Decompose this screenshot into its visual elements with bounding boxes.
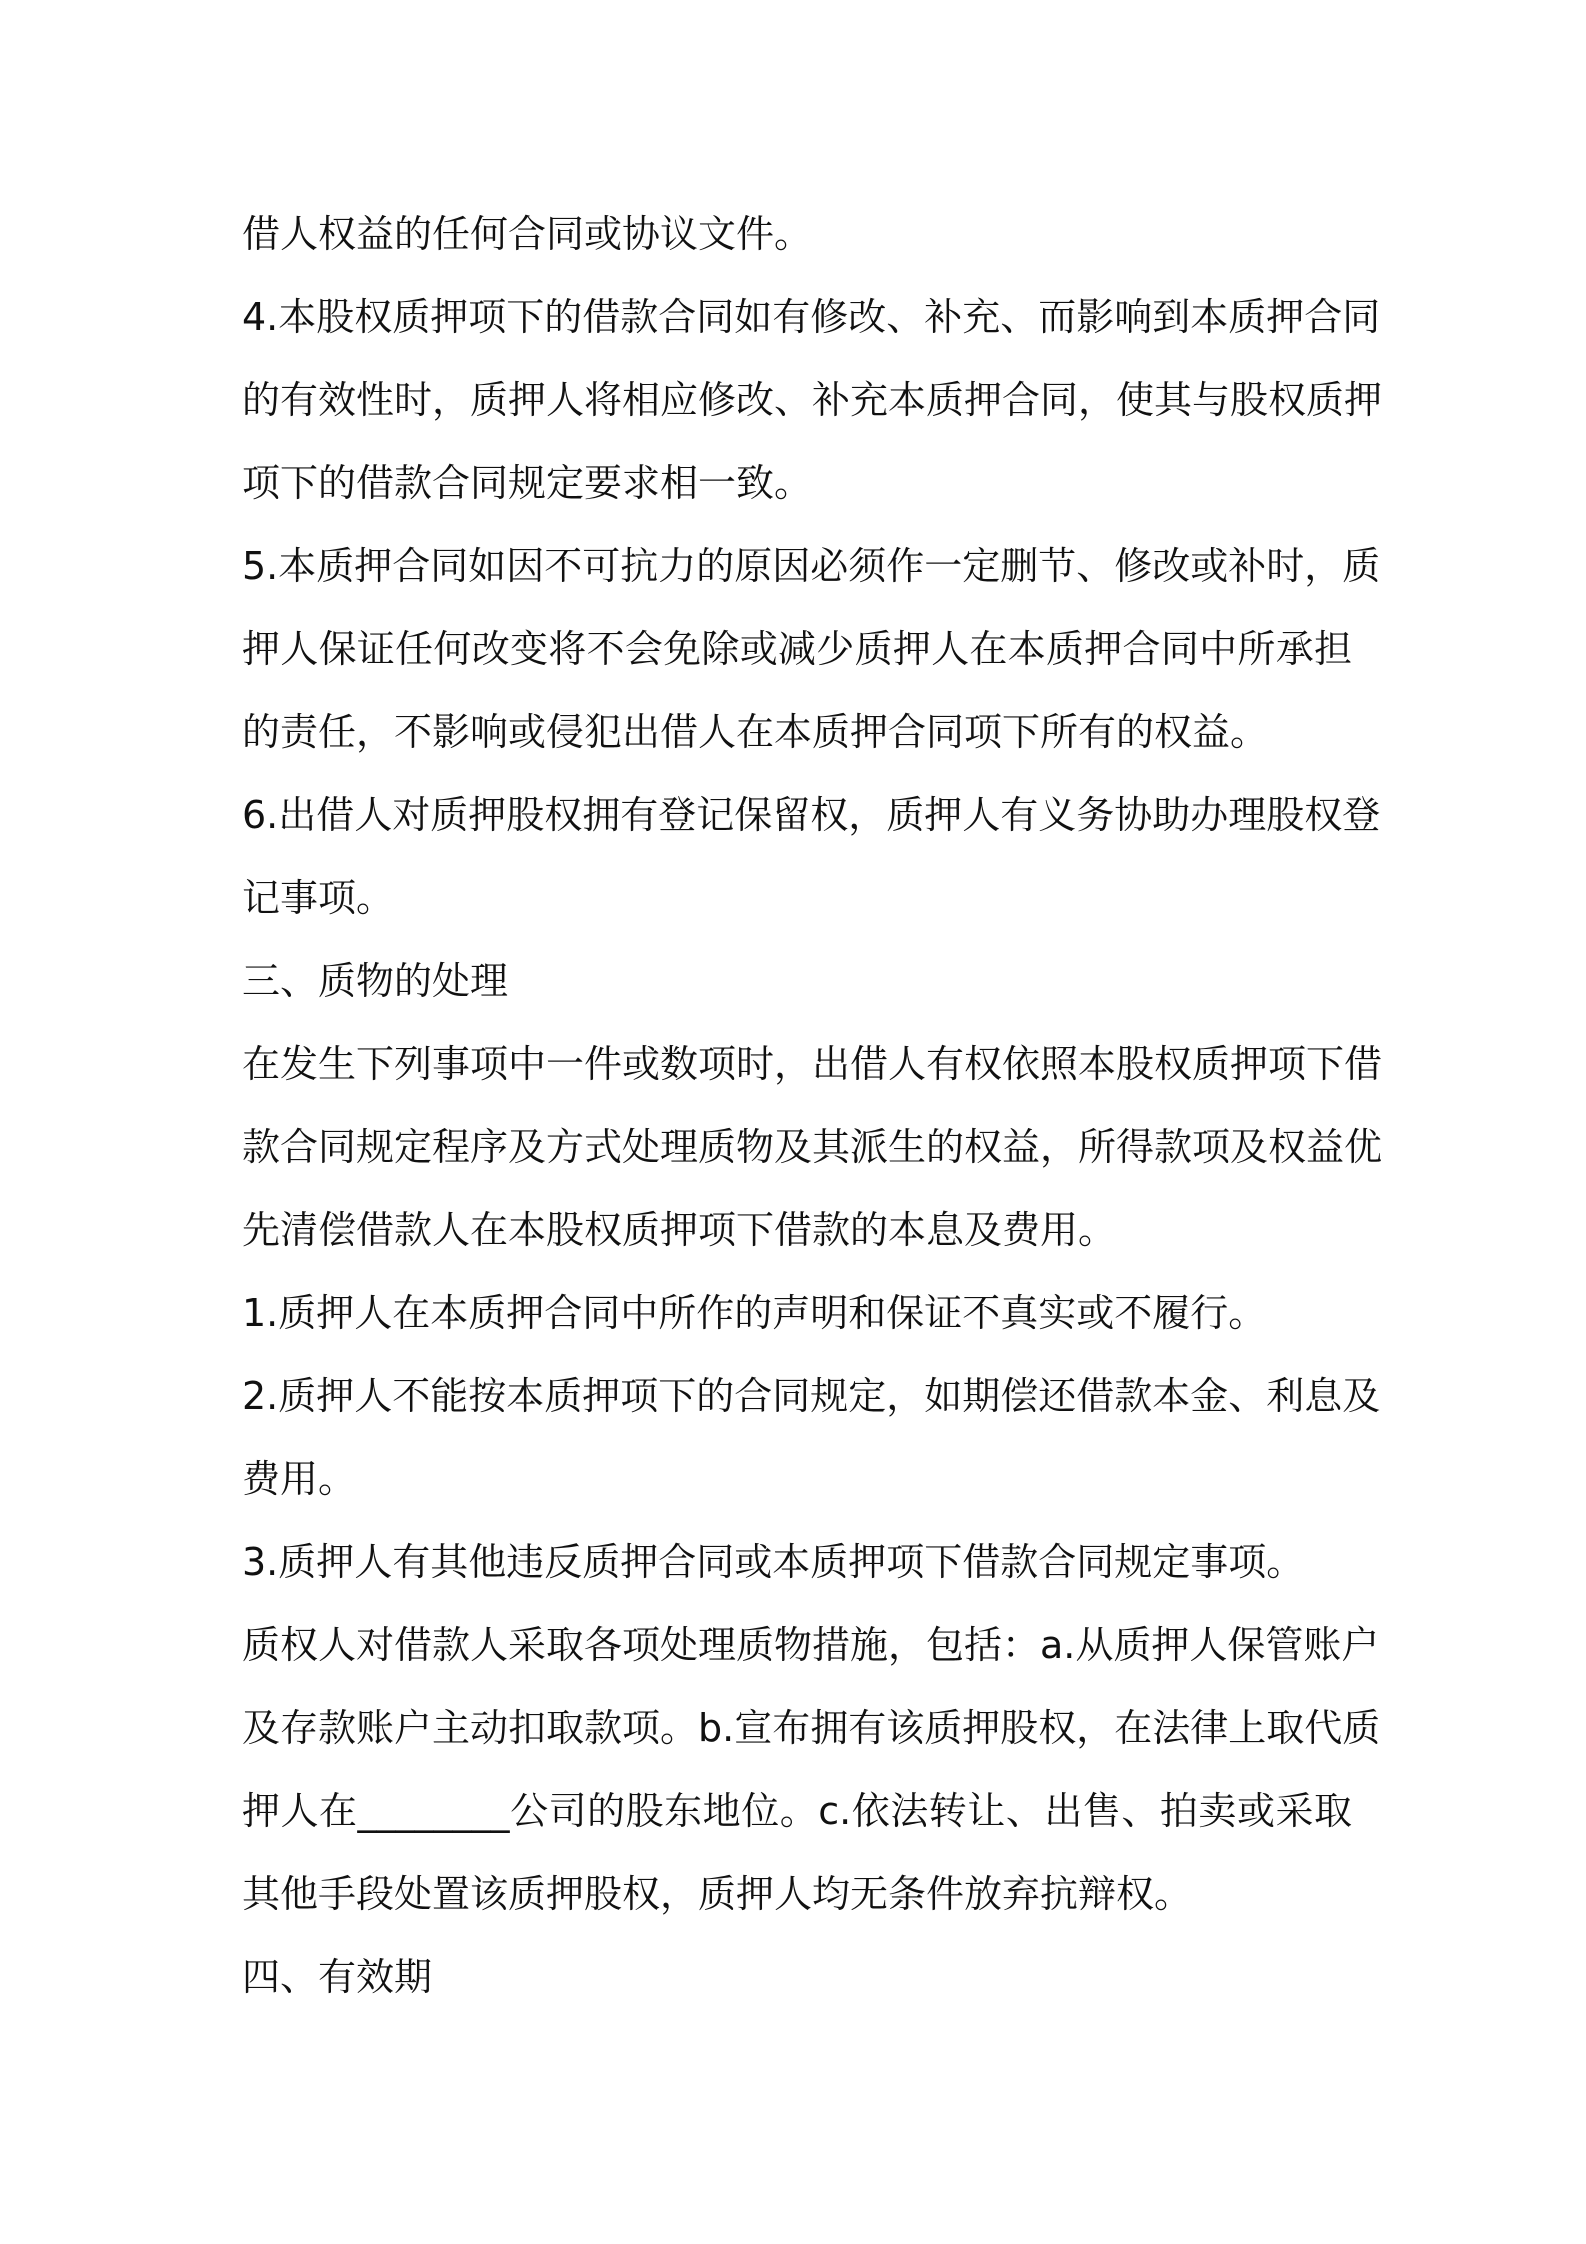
text-line: 的责任，不影响或侵犯出借人在本质押合同项下所有的权益。: [242, 710, 1269, 754]
text-line: 质权人对借款人采取各项处理质物措施，包括：a.从质押人保管账户: [242, 1623, 1380, 1667]
text-line: 及存款账户主动扣取款项。b.宣布拥有该质押股权，在法律上取代质: [242, 1706, 1381, 1750]
text-line: 款合同规定程序及方式处理质物及其派生的权益，所得款项及权益优: [242, 1125, 1383, 1169]
text-line: 借人权益的任何合同或协议文件。: [242, 212, 813, 256]
section-heading: 三、质物的处理: [242, 959, 509, 1003]
item-1-line: 1.质押人在本质押合同中所作的声明和保证不真实或不履行。: [242, 1291, 1267, 1335]
text-line: 押人在________公司的股东地位。c.依法转让、出售、拍卖或采取: [242, 1789, 1352, 1833]
text-line: 的有效性时，质押人将相应修改、补充本质押合同，使其与股权质押: [242, 378, 1383, 422]
text-line: 押人保证任何改变将不会免除或减少质押人在本质押合同中所承担: [242, 627, 1352, 671]
section-heading: 四、有效期: [242, 1955, 433, 1999]
clause-4-line: 4.本股权质押项下的借款合同如有修改、补充、而影响到本质押合同: [242, 295, 1381, 339]
text-line: 记事项。: [242, 876, 395, 920]
text-line: 项下的借款合同规定要求相一致。: [242, 461, 813, 505]
text-line: 其他手段处置该质押股权，质押人均无条件放弃抗辩权。: [242, 1872, 1193, 1916]
item-2-line: 2.质押人不能按本质押项下的合同规定，如期偿还借款本金、利息及: [242, 1374, 1381, 1418]
item-3-line: 3.质押人有其他违反质押合同或本质押项下借款合同规定事项。: [242, 1540, 1305, 1584]
document-body: [242, 193, 1383, 2019]
text-line: 费用。: [242, 1457, 357, 1501]
clause-6-line: 6.出借人对质押股权拥有登记保留权，质押人有义务协助办理股权登: [242, 793, 1381, 837]
clause-5-line: 5.本质押合同如因不可抗力的原因必须作一定删节、修改或补时，质: [242, 544, 1381, 588]
text-line: 在发生下列事项中一件或数项时，出借人有权依照本股权质押项下借: [242, 1042, 1383, 1086]
text-line: 先清偿借款人在本股权质押项下借款的本息及费用。: [242, 1208, 1117, 1252]
